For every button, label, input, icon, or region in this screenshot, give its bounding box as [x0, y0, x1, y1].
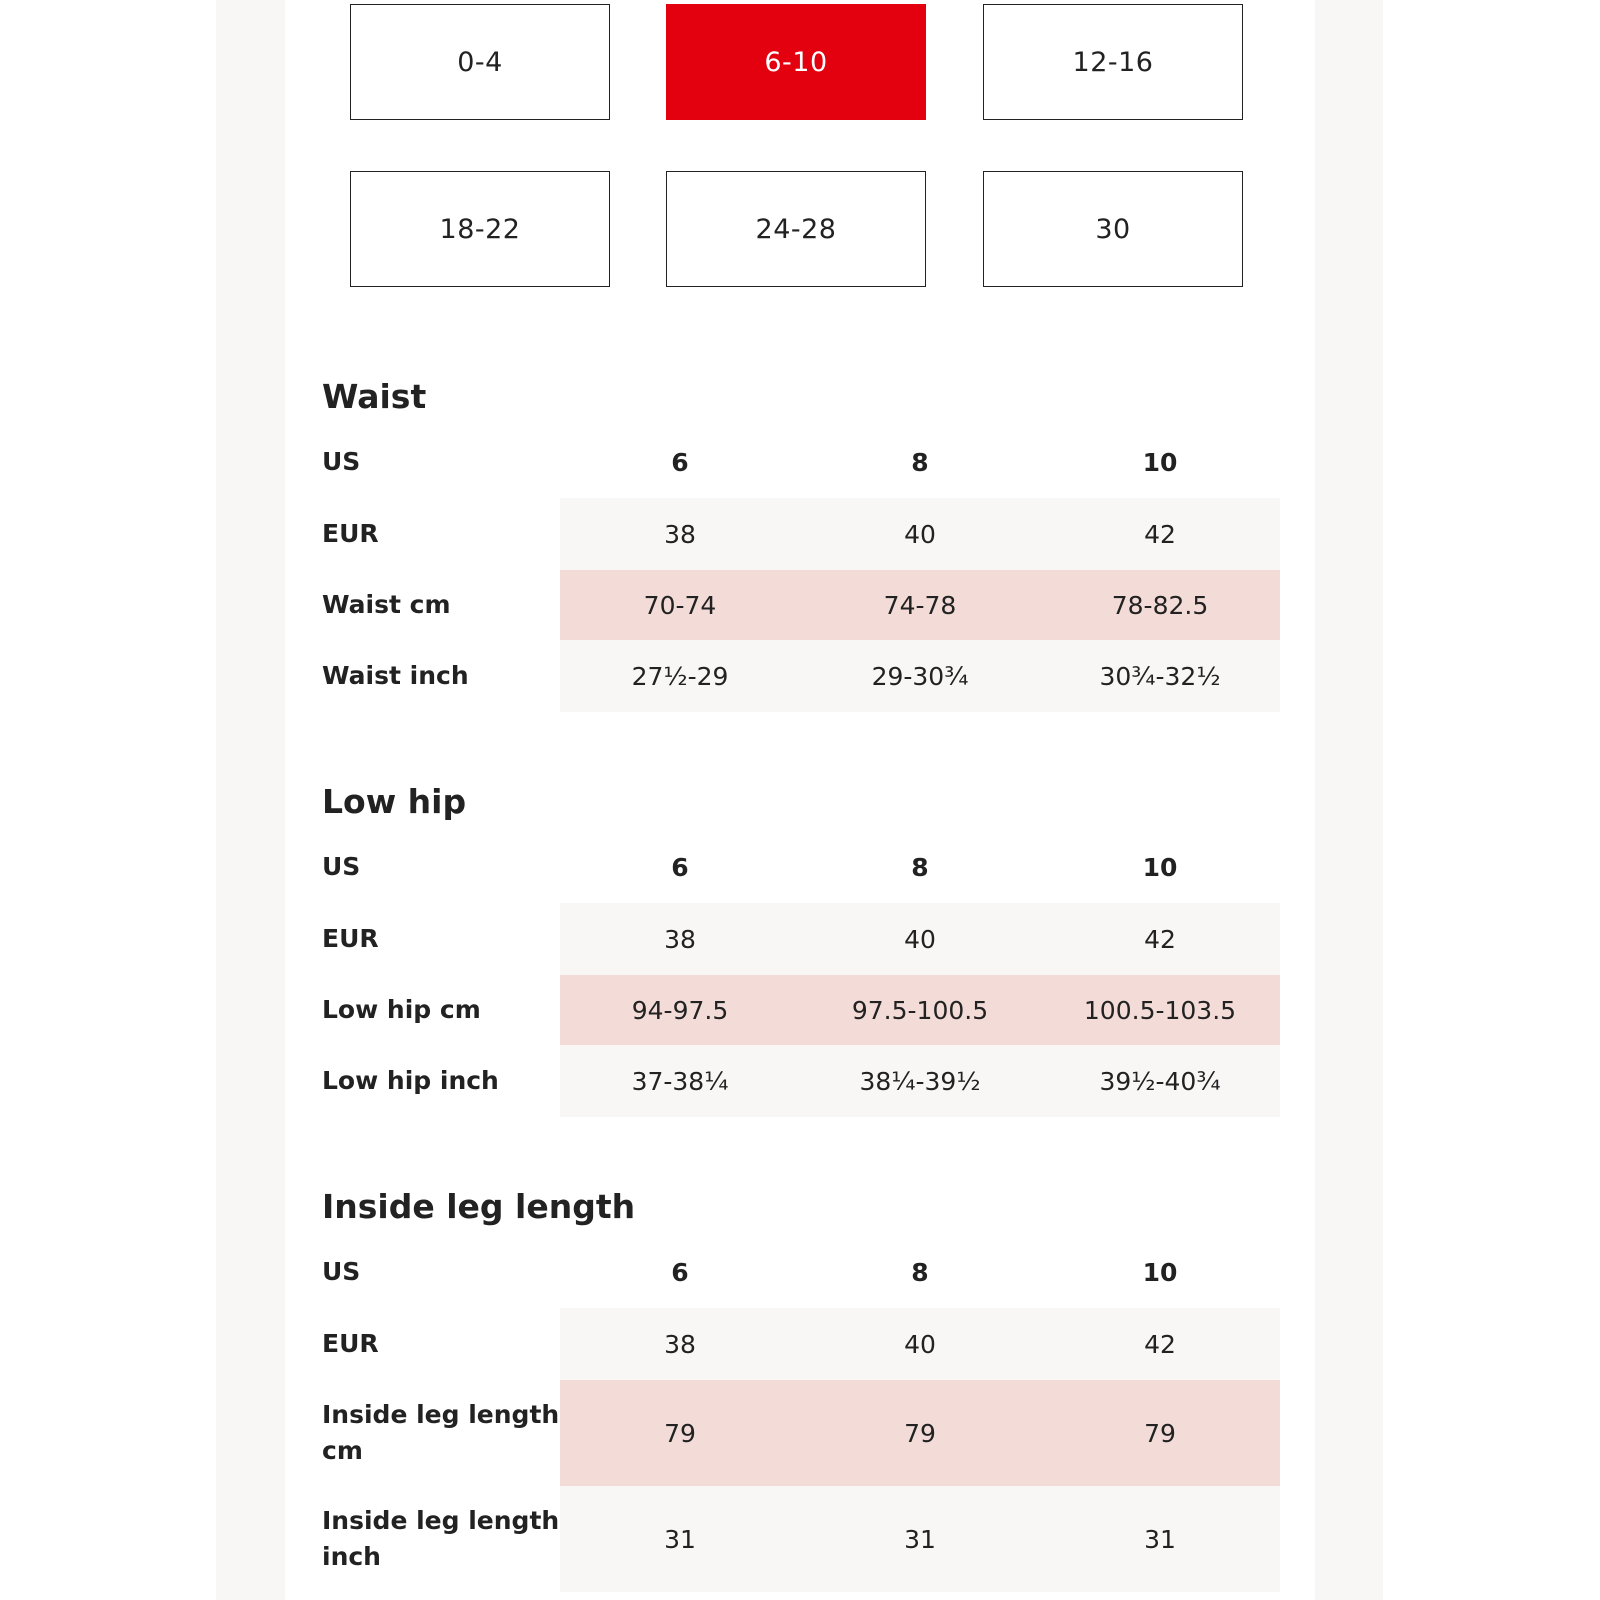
table-row-cm [322, 570, 1280, 640]
table-row-us [322, 831, 1280, 903]
table-cell: 78-82.5 [1111, 590, 1209, 620]
table-cell: 97.5-100.5 [851, 995, 989, 1025]
table-cell: 6 [671, 852, 689, 882]
row-label: EUR [322, 519, 379, 548]
size-range-30-button[interactable]: 30 [983, 171, 1243, 287]
table-cell: 31 [1144, 1524, 1176, 1554]
table-row-inch [322, 640, 1280, 712]
table-cell: 94-97.5 [631, 995, 729, 1025]
table-cell: 6 [671, 447, 689, 477]
row-label: Low hip cm [322, 995, 481, 1024]
table-cell: 8 [911, 447, 929, 477]
table-row-us [322, 426, 1280, 498]
section-title: Inside leg length [322, 1187, 636, 1226]
table-cell: 42 [1144, 519, 1176, 549]
table-row-eur [322, 903, 1280, 975]
table-cell: 6 [671, 1257, 689, 1287]
table-cell: 27½-29 [631, 661, 729, 691]
section-title: Waist [322, 377, 427, 416]
size-range-0-4-button[interactable]: 0-4 [350, 4, 610, 120]
size-range-selector [350, 4, 1244, 288]
table-cell: 70-74 [643, 590, 717, 620]
table-row-eur [322, 498, 1280, 570]
table-row-inch [322, 1045, 1280, 1117]
table-cell: 79 [1144, 1418, 1176, 1448]
table-cell: 42 [1144, 1329, 1176, 1359]
row-label: Inside leg length cm [322, 1400, 560, 1465]
table-cell: 37-38¼ [631, 1066, 729, 1096]
table-cell: 31 [664, 1524, 696, 1554]
table-cell: 42 [1144, 924, 1176, 954]
table-cell: 38¼-39½ [859, 1066, 981, 1096]
table-cell: 38 [664, 1329, 696, 1359]
table-row-us [322, 1236, 1280, 1308]
row-label: US [322, 447, 361, 476]
table-cell: 40 [904, 924, 936, 954]
row-label: Inside leg length inch [322, 1506, 560, 1571]
table-cell: 8 [911, 1257, 929, 1287]
table-cell: 39½-40¾ [1099, 1066, 1221, 1096]
size-range-24-28-button[interactable]: 24-28 [666, 171, 926, 287]
table-cell: 74-78 [883, 590, 957, 620]
row-label: EUR [322, 924, 379, 953]
section-title: Low hip [322, 782, 467, 821]
table-row-eur [322, 1308, 1280, 1380]
row-label: US [322, 852, 361, 881]
table-cell: 40 [904, 519, 936, 549]
table-cell: 29-30¾ [871, 661, 969, 691]
table-cell: 30¾-32½ [1099, 661, 1221, 691]
table-row-cm [322, 1380, 1280, 1486]
table-cell: 10 [1142, 852, 1178, 882]
table-row-inch [322, 1486, 1280, 1592]
table-cell: 100.5-103.5 [1083, 995, 1237, 1025]
table-row-cm [322, 975, 1280, 1045]
table-cell: 10 [1142, 1257, 1178, 1287]
row-label: EUR [322, 1329, 379, 1358]
table-cell: 31 [904, 1524, 936, 1554]
table-cell: 79 [904, 1418, 936, 1448]
row-label: Low hip inch [322, 1066, 499, 1095]
low-hip-size-table [322, 773, 1280, 1117]
table-cell: 79 [664, 1418, 696, 1448]
waist-size-table [322, 368, 1280, 712]
table-cell: 38 [664, 519, 696, 549]
row-label: Waist cm [322, 590, 451, 619]
table-cell: 40 [904, 1329, 936, 1359]
size-range-12-16-button[interactable]: 12-16 [983, 4, 1243, 120]
inside-leg-length-size-table [322, 1178, 1280, 1592]
table-cell: 8 [911, 852, 929, 882]
table-cell: 38 [664, 924, 696, 954]
size-range-6-10-button[interactable]: 6-10 [666, 4, 926, 120]
row-label: US [322, 1257, 361, 1286]
size-range-18-22-button[interactable]: 18-22 [350, 171, 610, 287]
table-cell: 10 [1142, 447, 1178, 477]
row-label: Waist inch [322, 661, 469, 690]
